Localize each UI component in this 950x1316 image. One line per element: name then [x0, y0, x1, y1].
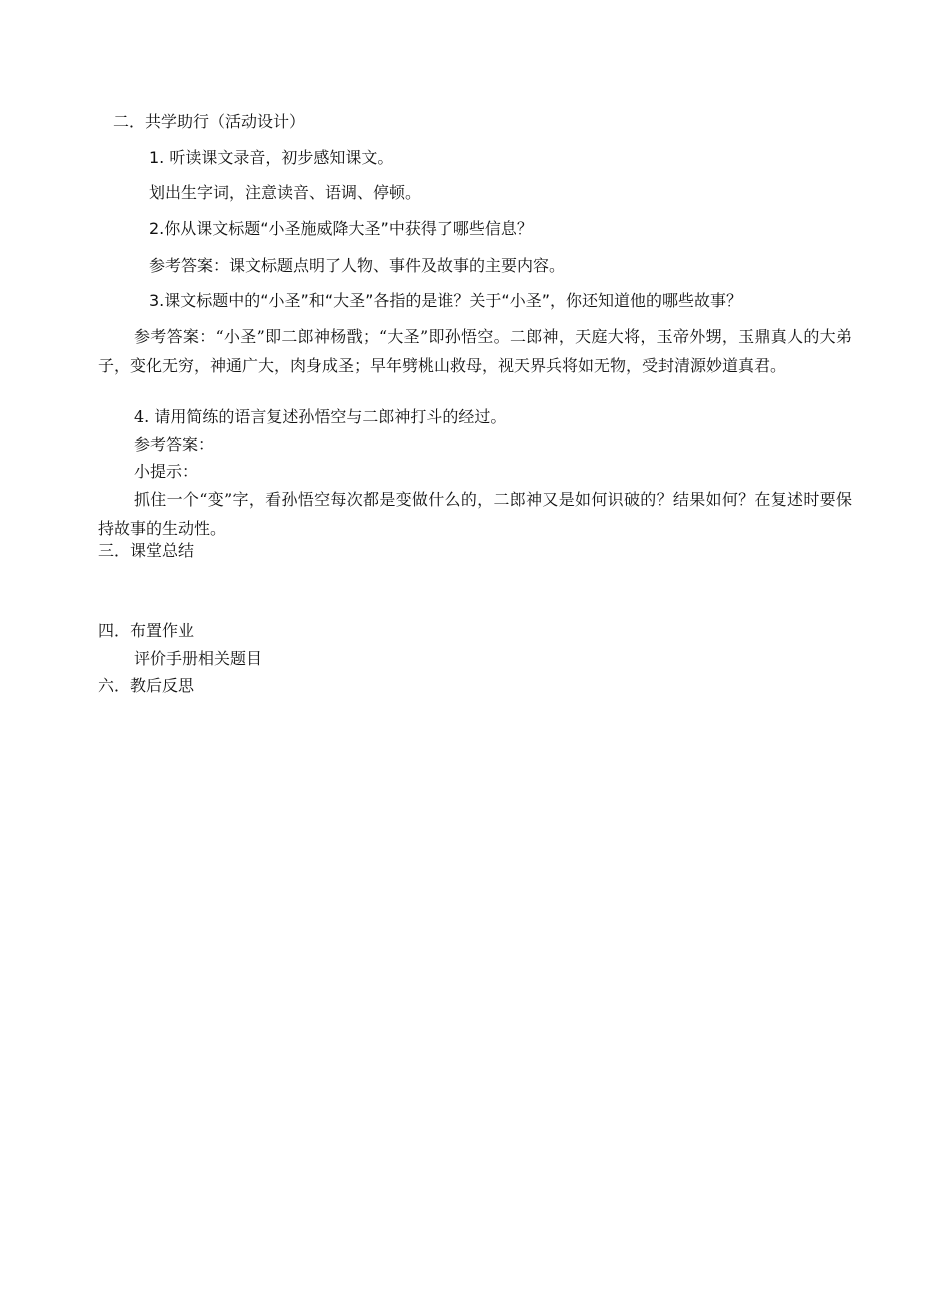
section-4-heading: 四．布置作业 [98, 621, 195, 640]
item-3: 3.课文标题中的“小圣”和“大圣”各指的是谁？关于“小圣”，你还知道他的哪些故事？ [149, 291, 743, 310]
item-4-answer-label: 参考答案： [134, 435, 215, 454]
tip-label: 小提示： [134, 462, 199, 481]
section-3-heading: 三．课堂总结 [98, 541, 195, 560]
item-4: 4. 请用简练的语言复述孙悟空与二郎神打斗的经过。 [134, 407, 507, 426]
item-1-note: 划出生字词，注意读音、语调、停顿。 [149, 183, 422, 202]
item-3-answer: 参考答案：“小圣”即二郎神杨戬；“大圣”即孙悟空。二郎神，天庭大将，玉帝外甥，玉鼎真人的大弟子，变化无穷，神通广大，肉身成圣；早年劈桃山救母，视天界兵将如无物，受封清源妙道真君。 [98, 327, 852, 375]
section-4-item: 评价手册相关题目 [134, 649, 263, 668]
item-1: 1. 听读课文录音，初步感知课文。 [149, 148, 394, 167]
section-6-heading: 六．教后反思 [98, 676, 195, 695]
section-2-heading: 二．共学助行（活动设计） [113, 112, 306, 131]
item-2-answer: 参考答案：课文标题点明了人物、事件及故事的主要内容。 [149, 256, 566, 275]
item-2: 2.你从课文标题“小圣施威降大圣”中获得了哪些信息？ [149, 219, 533, 238]
tip-text: 抓住一个“变”字，看孙悟空每次都是变做什么的，二郎神又是如何识破的？结果如何？在复述时要保持故事的生动性。 [98, 490, 852, 538]
